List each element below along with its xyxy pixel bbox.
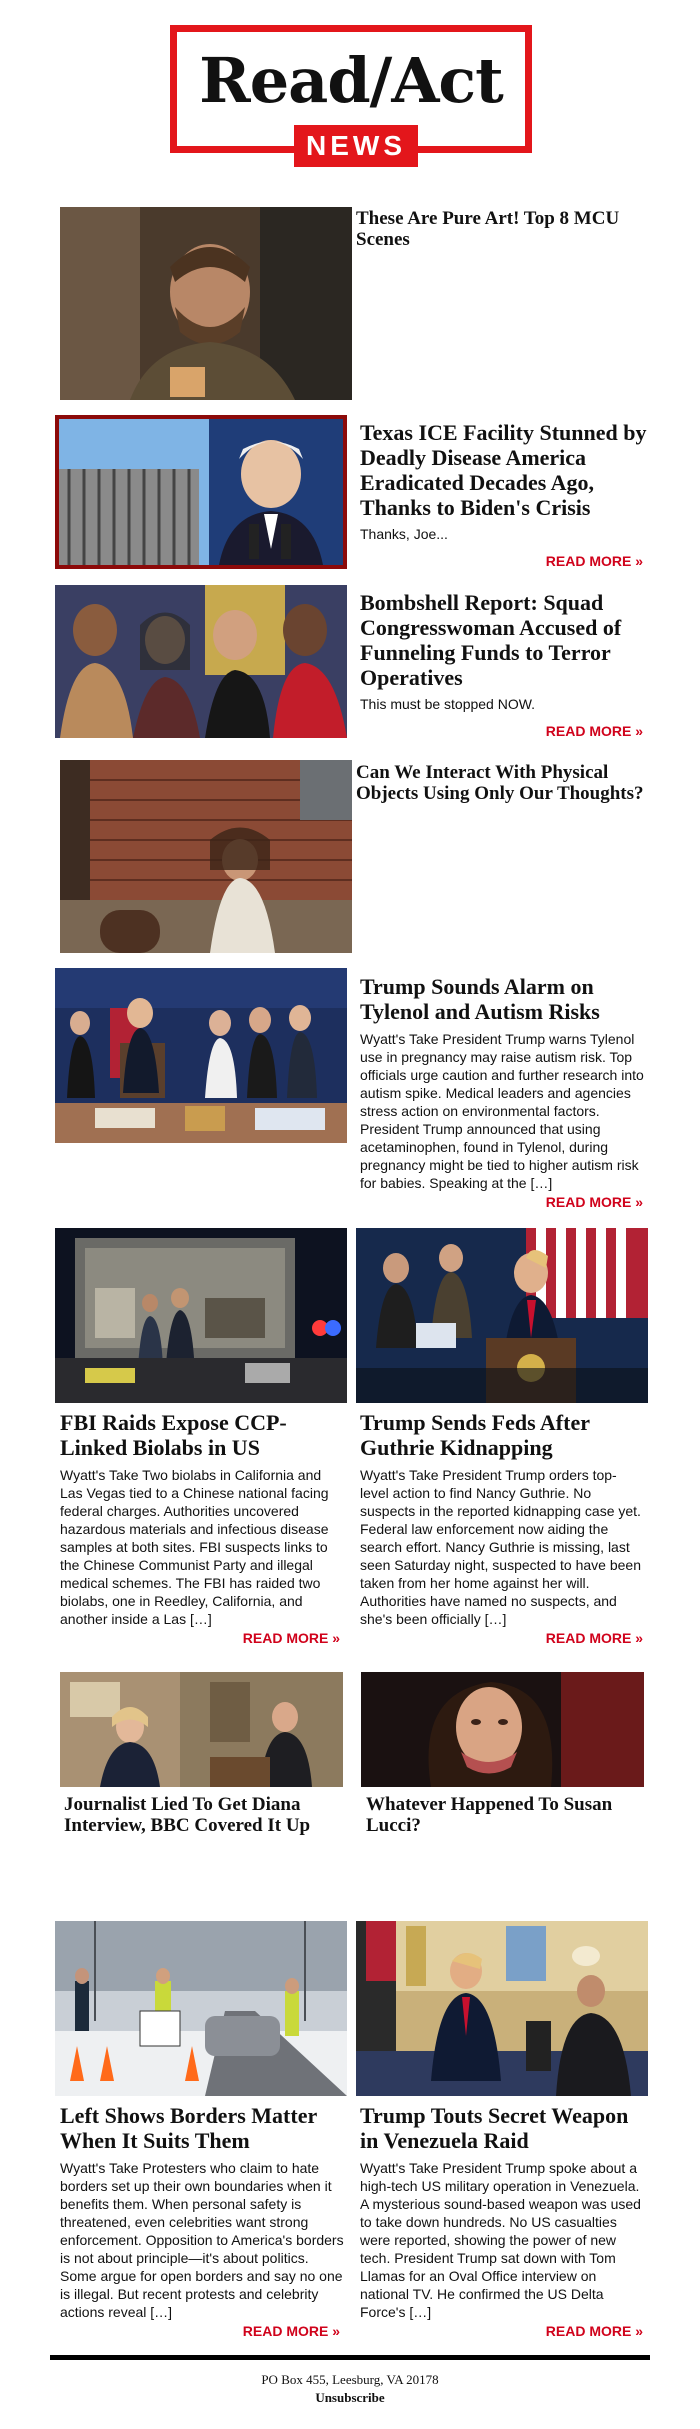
- article-title[interactable]: Trump Sends Feds After Guthrie Kidnapping: [360, 1410, 590, 1460]
- article-image-tylenol[interactable]: [55, 968, 347, 1143]
- article-image-venezuela[interactable]: [356, 1921, 648, 2096]
- article-image-squad[interactable]: [55, 585, 347, 738]
- article-image-guthrie[interactable]: [356, 1228, 648, 1403]
- article-blurb: Thanks, Joe...: [360, 526, 448, 542]
- article-blurb: Wyatt's Take President Trump orders top-level action to find Nancy Guthrie. No suspects in the reported kidnapping case yet. Federal law enforcement now aiding the search effort. Nancy Guthrie is missing, last seen Saturday night, suspected to have been taken from her home against her will. Authorities have named no suspects, and she's been officially […]: [360, 1467, 641, 1627]
- footer-address: PO Box 455, Leesburg, VA 20178: [261, 2372, 439, 2387]
- logo-text: Read/Act: [199, 44, 503, 117]
- footer-divider: [50, 2355, 650, 2360]
- article-image-mcu[interactable]: [60, 207, 352, 400]
- article-title[interactable]: Bombshell Report: Squad Congresswoman Accused of Funneling Funds to Terror Operatives: [360, 590, 622, 690]
- article-image-thoughts[interactable]: [60, 760, 352, 953]
- unsubscribe-link[interactable]: Unsubscribe: [315, 2390, 385, 2405]
- article-title[interactable]: Left Shows Borders Matter When It Suits Them: [60, 2103, 317, 2153]
- article-title[interactable]: Trump Touts Secret Weapon in Venezuela Raid: [360, 2103, 629, 2153]
- read-more-link[interactable]: READ MORE »: [545, 553, 643, 569]
- read-more-link[interactable]: READ MORE »: [242, 1630, 340, 1646]
- article-blurb: Wyatt's Take President Trump spoke about a high-tech US military operation in Venezuela. A mysterious sound-based weapon was used to take down hundreds. No US casualties were reported, showing the power of new tech. President Trump sat down with Tom Llamas for an Oval Office interview on national TV. He confirmed the US Delta Force's […]: [360, 2160, 641, 2320]
- logo-news-badge: NEWS: [294, 125, 418, 167]
- article-title[interactable]: These Are Pure Art! Top 8 MCU Scenes: [356, 208, 620, 250]
- read-more-link[interactable]: READ MORE »: [545, 723, 643, 739]
- article-title[interactable]: Whatever Happened To Susan Lucci?: [366, 1794, 613, 1836]
- article-title[interactable]: FBI Raids Expose CCP-Linked Biolabs in US: [60, 1410, 287, 1460]
- article-image-lucci[interactable]: [361, 1672, 644, 1787]
- article-blurb: Wyatt's Take Two biolabs in California and Las Vegas tied to a Chinese national facing federal charges. Authorities uncovered hazardous materials and infectious disease samples at both sites. FBI suspects links to the Chinese Communist Party and illegal medical schemes. The FBI has raided two biolabs, one in Reedley, California, and another inside a Las […]: [60, 1467, 329, 1627]
- read-more-link[interactable]: READ MORE »: [545, 1194, 643, 1210]
- article-title[interactable]: Can We Interact With Physical Objects Using Only Our Thoughts?: [356, 762, 644, 804]
- article-blurb: This must be stopped NOW.: [360, 696, 536, 712]
- brand-logo[interactable]: [170, 25, 532, 161]
- read-more-link[interactable]: READ MORE »: [545, 1630, 643, 1646]
- article-image-diana[interactable]: [60, 1672, 343, 1787]
- article-blurb: Wyatt's Take President Trump warns Tylenol use in pregnancy may raise autism risk. Top officials urge caution and further research into autism spike. Medical leaders and agencies stress action on environmental factors. President Trump announced that using acetaminophen, found in Tylenol, during pregnancy might be tied to higher autism risk for babies. Speaking at the […]: [360, 1031, 644, 1191]
- read-more-link[interactable]: READ MORE »: [545, 2323, 643, 2339]
- article-blurb: Wyatt's Take Protesters who claim to hate borders set up their own boundaries when it benefits them. When personal safety is threatened, even celebrities want strong enforcement. Opposition to America's borders is not about principle—it's about politics. Some argue for open borders and say no one is illegal. But recent protests and celebrity actions reveal […]: [60, 2160, 344, 2320]
- read-more-link[interactable]: READ MORE »: [242, 2323, 340, 2339]
- article-title[interactable]: Journalist Lied To Get Diana Interview, BBC Covered It Up: [64, 1794, 311, 1836]
- article-image-biolabs[interactable]: [55, 1228, 347, 1403]
- article-title[interactable]: Texas ICE Facility Stunned by Deadly Disease America Eradicated Decades Ago, Thanks to Biden's Crisis: [360, 420, 647, 520]
- article-image-borders[interactable]: [55, 1921, 347, 2096]
- article-title[interactable]: Trump Sounds Alarm on Tylenol and Autism Risks: [360, 974, 600, 1024]
- article-image-ice[interactable]: [55, 415, 347, 569]
